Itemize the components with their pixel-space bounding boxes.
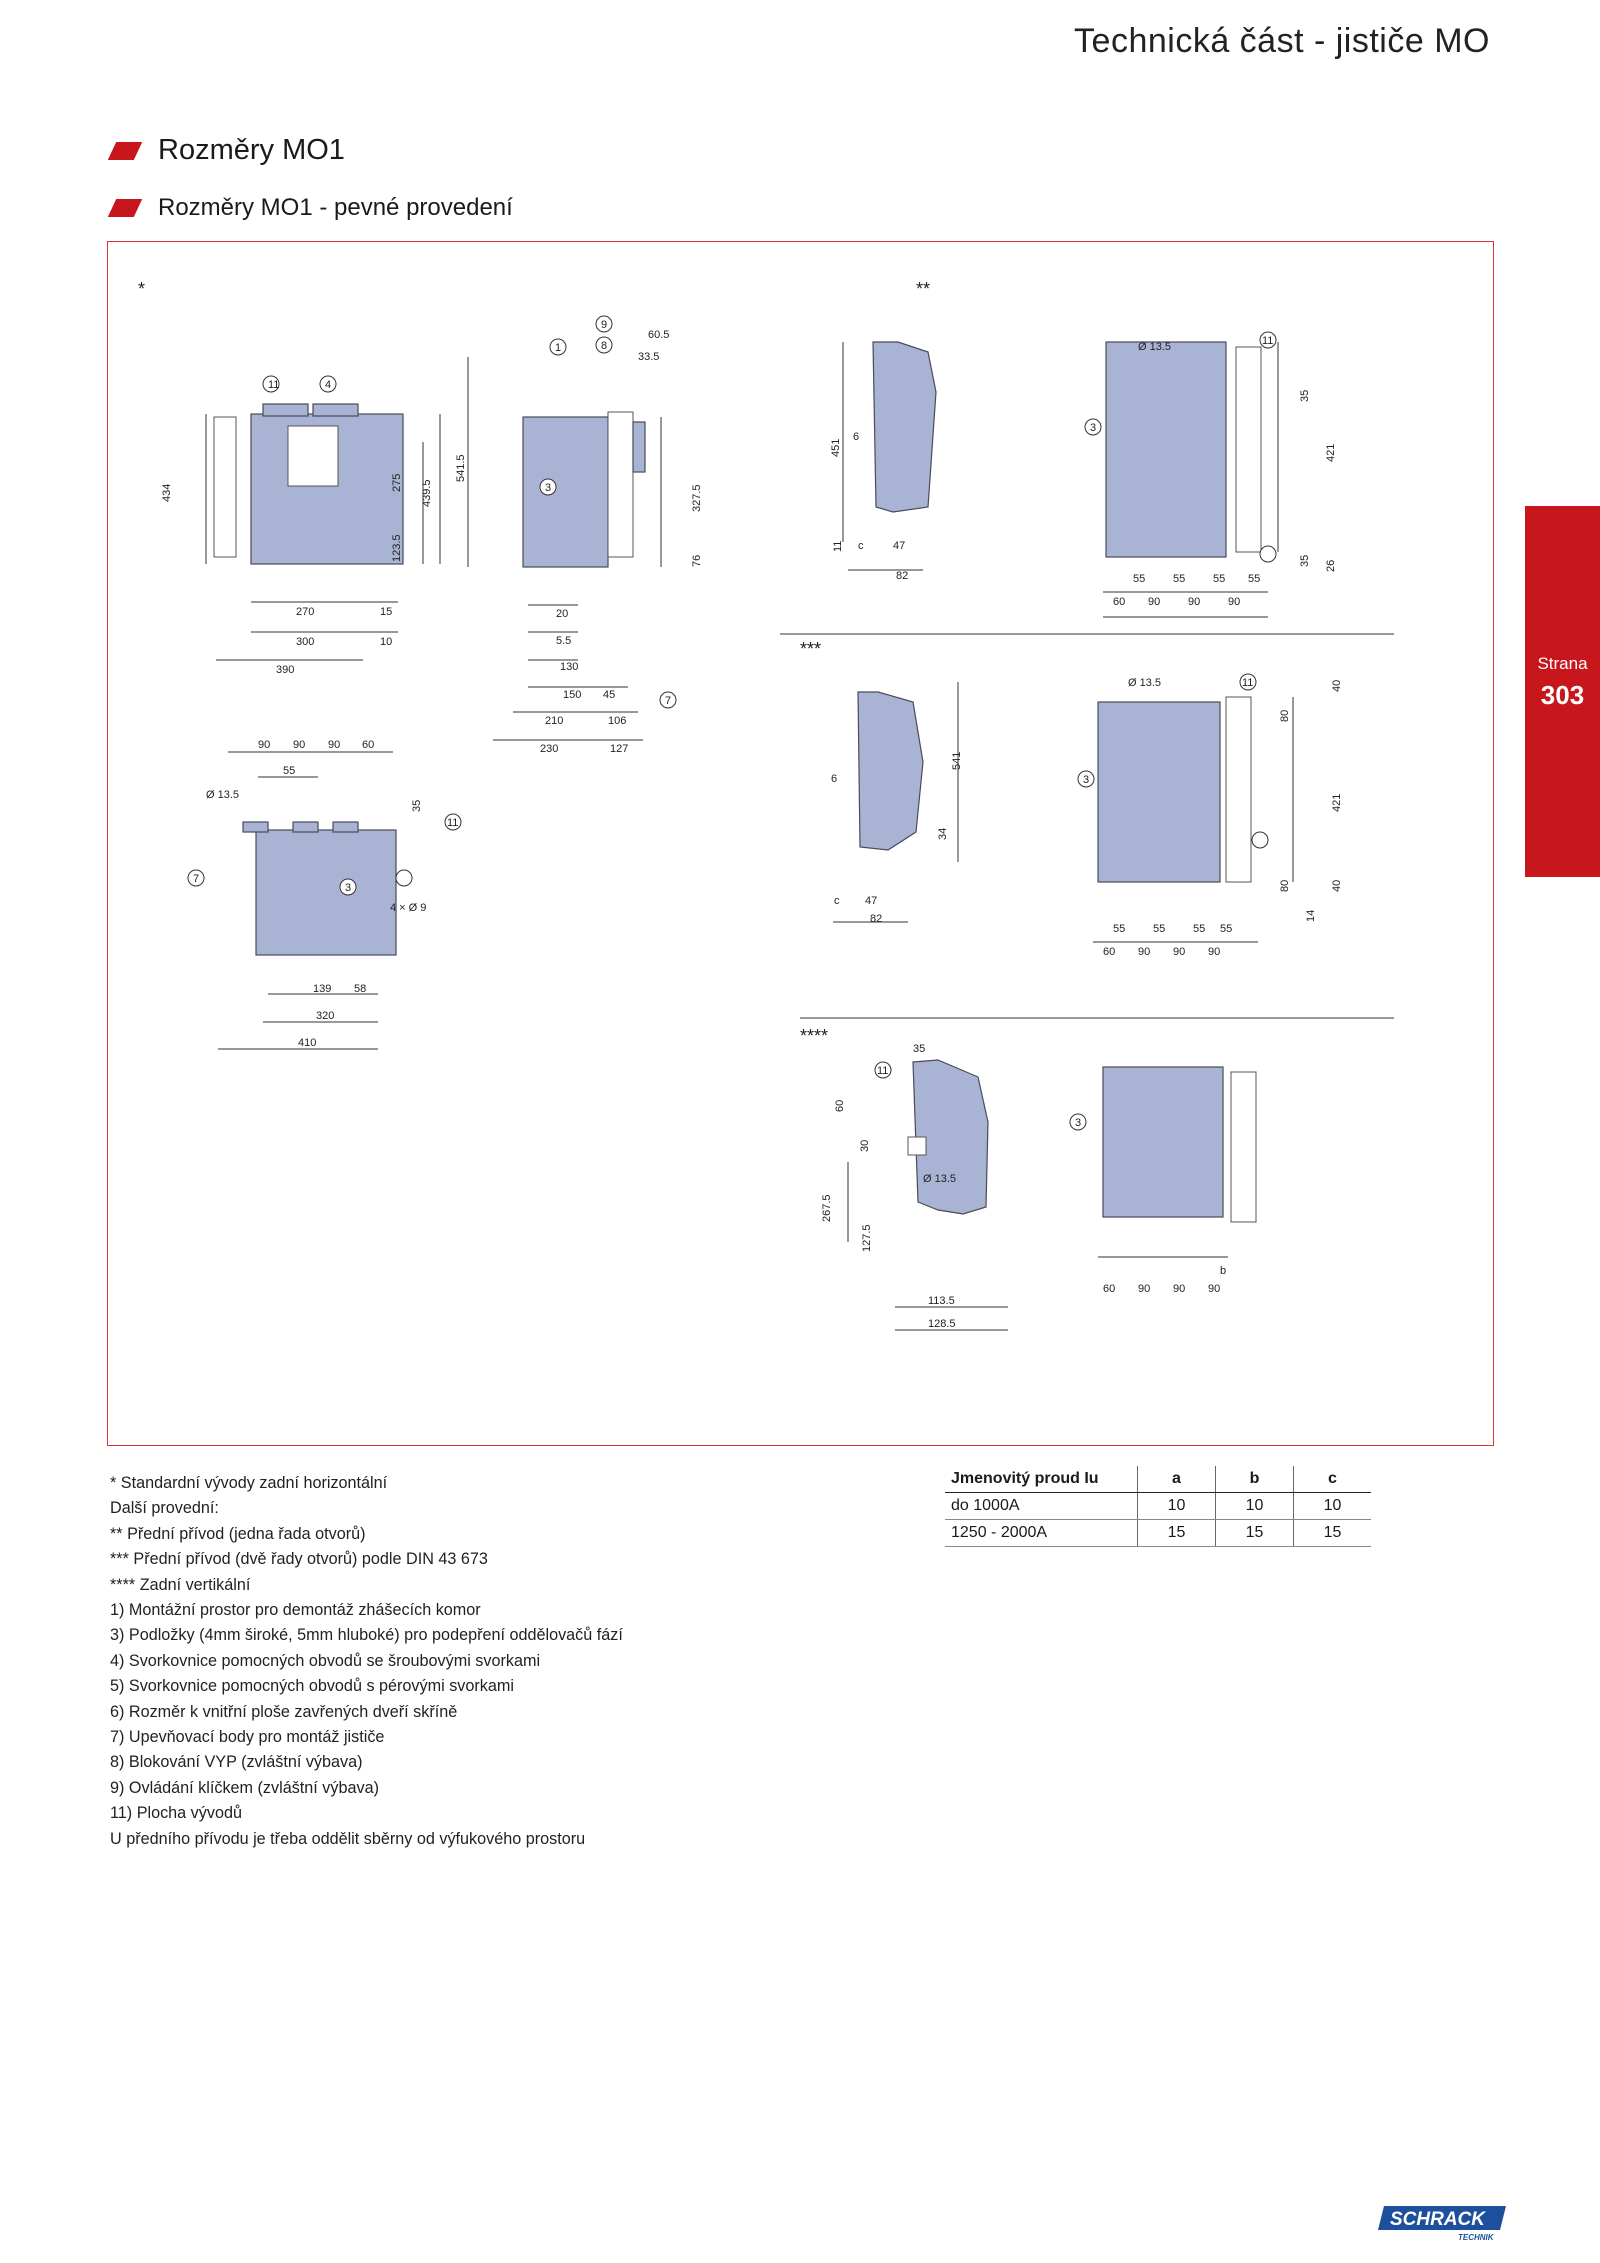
dim-label: 150: [563, 689, 582, 701]
page-tab-label: Strana: [1537, 654, 1588, 673]
rear-terminals: [608, 412, 633, 557]
callout-11: [1260, 546, 1276, 562]
dim-label: 58: [354, 983, 367, 995]
schrack-logo: [1374, 2202, 1510, 2242]
page-tab: [1525, 506, 1600, 877]
dim-label: 47: [865, 895, 878, 907]
dim-label: 230: [540, 743, 559, 755]
dim-label: 11: [832, 540, 844, 552]
dim-label: 267.5: [821, 1194, 833, 1222]
conn-profile: [873, 342, 936, 512]
conn-profile: [858, 692, 923, 850]
dim-label: 35: [913, 1043, 926, 1055]
table-cell: 15: [1294, 1520, 1372, 1547]
dim-label: 4 × Ø 9: [390, 902, 427, 914]
column-header: b: [1216, 1466, 1294, 1493]
table-row: [945, 1493, 1371, 1520]
dim-label: 60: [1103, 1283, 1116, 1295]
dim-label: 5.5: [556, 635, 572, 647]
callout-label: 3: [545, 482, 552, 494]
dim-label: 90: [1148, 596, 1161, 608]
breaker-front: [1098, 702, 1220, 882]
dim-label: 90: [1208, 1283, 1221, 1295]
dim-label: 130: [560, 661, 579, 673]
note: ** Přední přívod (jedna řada otvorů): [110, 1524, 366, 1543]
dim-label: 60: [1103, 946, 1116, 958]
breaker-body-top: [256, 830, 396, 955]
column-header: c: [1294, 1466, 1372, 1493]
note: 6) Rozměr k vnitřní ploše zavřených dveří skříně: [110, 1702, 458, 1721]
dim-label: 55: [1213, 573, 1226, 585]
dim-label: 90: [1138, 946, 1151, 958]
dim-label: 90: [1173, 1283, 1186, 1295]
terminal: [333, 822, 358, 832]
dim-label: 541: [951, 751, 963, 770]
dim-label: 55: [1133, 573, 1146, 585]
callout-7: [396, 870, 412, 886]
side-plate: [1231, 1072, 1256, 1222]
terminal-block: [313, 404, 358, 416]
dim-label: 33.5: [638, 351, 660, 363]
front-conn-2-side: [831, 682, 963, 925]
top-view: [188, 739, 461, 1049]
dim-label: 127.5: [861, 1224, 873, 1252]
dim-label: 40: [1331, 879, 1343, 892]
dim-label: 90: [328, 739, 341, 751]
dim-label: 35: [411, 799, 423, 812]
dim-label: 40: [1331, 679, 1343, 692]
rear-conn-front: [1070, 1067, 1256, 1295]
side-plate: [1236, 347, 1261, 552]
dim-label: 55: [1248, 573, 1261, 585]
note: 5) Svorkovnice pomocných obvodů s pérovými svorkami: [110, 1677, 514, 1696]
note: 8) Blokování VYP (zvláštní výbava): [110, 1753, 363, 1772]
dim-label: 300: [296, 636, 315, 648]
side-plate: [1226, 697, 1251, 882]
dim-label: 82: [896, 570, 909, 582]
dim-label: 20: [556, 608, 569, 620]
marker-std: *: [138, 279, 146, 299]
section-heading: [112, 134, 345, 167]
callout-label: 11: [447, 817, 459, 829]
dim-label: 55: [1173, 573, 1186, 585]
dim-label: 90: [293, 739, 306, 751]
callout-label: 4: [325, 379, 332, 391]
dim-label: 90: [1208, 946, 1221, 958]
table-cell: 10: [1216, 1493, 1294, 1520]
callout-label: 3: [1075, 1117, 1082, 1129]
table-cell: do 1000A: [945, 1493, 1138, 1520]
table-row: [945, 1520, 1371, 1547]
dim-label: 45: [603, 689, 616, 701]
note: *** Přední přívod (dvě řady otvorů) podle DIN 43 673: [110, 1550, 488, 1569]
dim-label: 541.5: [455, 454, 467, 482]
breaker-front: [1106, 342, 1226, 557]
dim-label: 60: [1113, 596, 1126, 608]
rear-conn-side: [821, 1043, 1008, 1330]
callout-label: 3: [345, 882, 352, 894]
section-title: Rozměry MO1: [158, 134, 345, 166]
dim-label: Ø 13.5: [1138, 341, 1172, 353]
dim-label: 113.5: [928, 1295, 955, 1307]
dim-label: Ø 13.5: [923, 1173, 957, 1185]
note: 11) Plocha vývodů: [110, 1804, 242, 1823]
dim-label: 55: [283, 765, 296, 777]
dim-label: 6: [853, 431, 860, 443]
dim-label: Ø 13.5: [1128, 677, 1162, 689]
dim-label: 127: [610, 743, 629, 755]
callout-label: 3: [1083, 774, 1090, 786]
red-marker-icon: [108, 199, 142, 217]
dim-label: 90: [1173, 946, 1186, 958]
callout-label: 1: [555, 342, 562, 354]
column-header: a: [1138, 1466, 1216, 1493]
note: 3) Podložky (4mm široké, 5mm hluboké) pro podepření oddělovačů fází: [110, 1626, 623, 1645]
note: U předního přívodu je třeba oddělit sběrny od výfukového prostoru: [110, 1829, 586, 1848]
dim-label: b: [1220, 1265, 1227, 1277]
dim-label: 90: [258, 739, 271, 751]
callout-label: 8: [601, 340, 608, 352]
dim-label: 47: [893, 540, 906, 552]
callout-label: 7: [665, 695, 672, 707]
note: 4) Svorkovnice pomocných obvodů se šroubovými svorkami: [110, 1651, 541, 1670]
dim-label: c: [834, 895, 840, 907]
side-view: [455, 316, 703, 755]
red-marker-icon: [108, 142, 142, 160]
dim-label: 139: [313, 983, 332, 995]
note: 9) Ovládání klíčkem (zvláštní výbava): [110, 1778, 379, 1797]
dim-label: 270: [296, 606, 315, 618]
callout-label: 11: [268, 379, 280, 391]
terminal-block: [263, 404, 308, 416]
dim-label: 128.5: [928, 1318, 956, 1330]
table-cell: 1250 - 2000A: [945, 1520, 1138, 1547]
dim-label: 80: [1279, 879, 1291, 892]
dim-label: 421: [1331, 793, 1343, 812]
dim-label: 410: [298, 1037, 317, 1049]
table-cell: 10: [1294, 1493, 1372, 1520]
marker-front2: ***: [800, 639, 822, 659]
terminal: [633, 422, 645, 472]
table-cell: 15: [1138, 1520, 1216, 1547]
dim-label: 439.5: [421, 479, 433, 507]
callout-label: 11: [1242, 677, 1254, 689]
front-conn-2-front: [1078, 674, 1343, 958]
dim-label: Ø 13.5: [206, 789, 240, 801]
dim-label: 421: [1325, 443, 1337, 462]
dim-label: 210: [545, 715, 564, 727]
logo-graphic: [1374, 2202, 1510, 2242]
dim-label: 80: [1279, 709, 1291, 722]
dim-label: 55: [1153, 923, 1166, 935]
dim-label: 6: [831, 773, 838, 785]
technical-drawing: [108, 242, 1495, 1447]
callout-11: [1252, 832, 1268, 848]
subsection-title: Rozměry MO1 - pevné provedení: [158, 194, 513, 221]
marker-front1: **: [916, 279, 931, 299]
marker-rear-vertical: ****: [800, 1026, 829, 1046]
terminal: [243, 822, 268, 832]
note: * Standardní vývody zadní horizontální: [110, 1474, 388, 1492]
column-header: Jmenovitý proud Iu: [945, 1466, 1138, 1493]
table-cell: 15: [1216, 1520, 1294, 1547]
dim-label: 10: [380, 636, 393, 648]
dim-label: 434: [161, 483, 173, 502]
dim-label: 15: [380, 606, 393, 618]
dim-label: 55: [1113, 923, 1126, 935]
dim-label: 60.5: [648, 329, 670, 341]
dim-label: 60: [362, 739, 375, 751]
callout-label: 11: [877, 1065, 889, 1077]
breaker-body-side: [523, 417, 608, 567]
dim-label: c: [858, 540, 864, 552]
dim-label: 35: [1299, 389, 1311, 402]
subsection-heading: [112, 194, 513, 222]
dim-label: 82: [870, 913, 883, 925]
note: **** Zadní vertikální: [110, 1575, 251, 1594]
table-header-row: [945, 1466, 1371, 1493]
dim-label: 55: [1193, 923, 1206, 935]
drawing-frame: [107, 241, 1494, 1446]
side-plate: [214, 417, 236, 557]
logo-text: SCHRACK: [1390, 2209, 1485, 2230]
dim-label: 14: [1305, 909, 1317, 922]
callout-label: 3: [1090, 422, 1097, 434]
dim-label: 26: [1325, 559, 1337, 572]
dim-label: 275: [391, 473, 403, 492]
dim-label: 123.5: [391, 534, 403, 562]
callout-label: 7: [193, 873, 200, 885]
logo-subtext: TECHNIK: [1458, 2233, 1494, 2242]
dim-label: 76: [691, 554, 703, 567]
dim-label: 90: [1228, 596, 1241, 608]
dim-label: 327.5: [691, 484, 703, 512]
control-panel: [288, 426, 338, 486]
front-conn-1-side: [830, 342, 936, 582]
current-table: [945, 1466, 1371, 1547]
callout-label: 9: [601, 319, 608, 331]
terminal: [293, 822, 318, 832]
dim-label: 390: [276, 664, 295, 676]
note: Další provední:: [110, 1499, 219, 1518]
front-conn-1-front: [1085, 332, 1337, 617]
page-number: 303: [1540, 680, 1585, 710]
note: 1) Montážní prostor pro demontáž zhášecích komor: [110, 1601, 481, 1620]
dim-label: 320: [316, 1010, 335, 1022]
note: 7) Upevňovací body pro montáž jističe: [110, 1728, 385, 1747]
notes-list: [110, 1471, 623, 1852]
page-title: Technická část - jističe MO: [1074, 22, 1490, 60]
front-view: [161, 376, 440, 676]
dim-label: 90: [1138, 1283, 1151, 1295]
dim-label: 451: [830, 438, 842, 457]
dim-label: 60: [834, 1099, 846, 1112]
dim-label: 35: [1299, 554, 1311, 567]
dim-label: 90: [1188, 596, 1201, 608]
dim-label: 30: [859, 1139, 871, 1152]
dim-label: 55: [1220, 923, 1233, 935]
breaker-front: [1103, 1067, 1223, 1217]
dim-label: 106: [608, 715, 627, 727]
callout-label: 11: [1262, 335, 1274, 347]
dim-label: 34: [937, 827, 949, 840]
terminal-plate: [908, 1137, 926, 1155]
table-cell: 10: [1138, 1493, 1216, 1520]
